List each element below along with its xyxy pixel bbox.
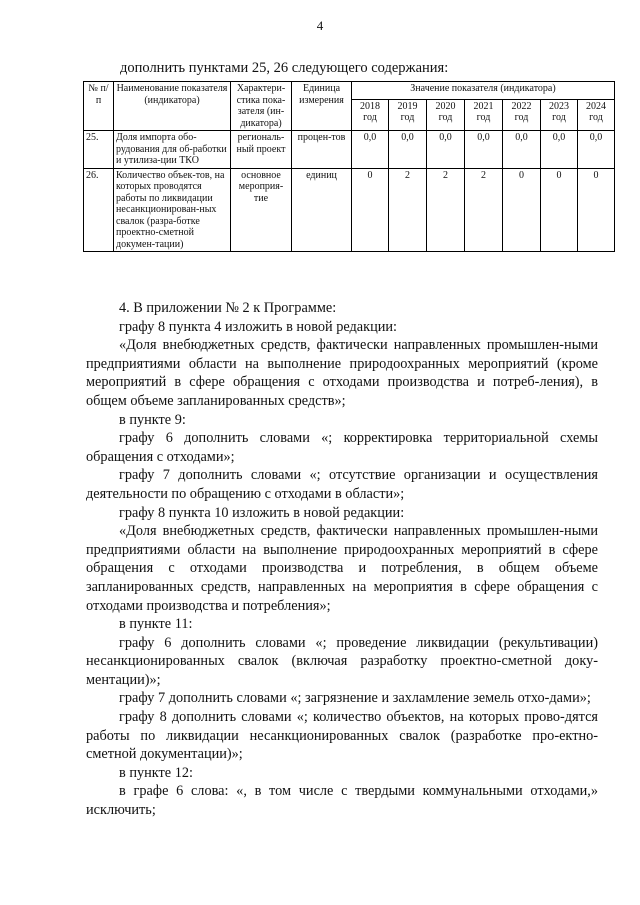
row-unit: единиц [292,168,352,252]
row-value: 0 [352,168,389,252]
header-values: Значение показателя (индикатора) [352,82,615,100]
paragraph: графу 6 дополнить словами «; проведение ликвидации (рекультивации) несанкционированных свалок (включая разработку проектно-сметной доку-ментации)»; [86,634,598,688]
paragraph: графу 6 дополнить словами «; корректировка территориальной схемы обращения с отходами»; [86,430,598,465]
row-value: 0,0 [503,131,541,169]
row-value: 0,0 [465,131,503,169]
header-year: 2022 год [503,99,541,130]
table-row [84,131,615,169]
header-year: 2020 год [427,99,465,130]
paragraph: в пункте 9: [119,411,186,428]
header-name: Наименование показателя (индикатора) [114,82,231,131]
row-characteristic: основное мероприя-тие [231,168,292,252]
header-unit: Единица измерения [292,82,352,131]
paragraph: «Доля внебюджетных средств, фактически направленных промышлен-ными предприятиями области на выполнение природоохранных мероприятий в сфере обращения с отходами производства и потребления, в общем объеме запланированных средств, направленных на мероприятия в сфере обращения с отходами производства и потребления»; [86,523,598,614]
paragraph: в пункте 12: [119,764,193,781]
body-text [86,299,598,820]
row-value: 0,0 [541,131,578,169]
row-num: 25. [84,131,114,169]
paragraph: графу 7 дополнить словами «; загрязнение и захламление земель отхо-дами»; [119,690,591,707]
paragraph: 4. В приложении № 2 к Программе: [119,300,337,316]
header-year: 2021 год [465,99,503,130]
row-value: 0,0 [578,131,615,169]
header-year: 2019 год [389,99,427,130]
row-value: 0,0 [389,131,427,169]
row-value: 0,0 [352,131,389,169]
row-characteristic: региональ-ный проект [231,131,292,169]
header-year: 2023 год [541,99,578,130]
paragraph: «Доля внебюджетных средств, фактически направленных промышлен-ными предприятиями области на выполнение природоохранных мероприятий (кроме мероприятий в сфере обращения с отходами производства и потреб-ления), в общем объеме запланированных средств»; [86,337,598,409]
paragraph: графу 8 пункта 4 изложить в новой редакции: [119,318,398,335]
paragraph: графу 8 пункта 10 изложить в новой редакции: [119,504,405,521]
row-value: 0 [541,168,578,252]
row-value: 2 [389,168,427,252]
paragraph: графу 8 дополнить словами «; количество объектов, на которых прово-дятся работы по ликвидации несанкционированных свалок (разработке про-ектно-сметной документации)»; [86,709,598,763]
paragraph: графу 7 дополнить словами «; отсутствие организации и осуществления деятельности по обращению с отходами в области»; [86,467,598,502]
table-row [84,168,615,252]
header-year: 2018 год [352,99,389,130]
intro-text: дополнить пунктами 25, 26 следующего содержания: [120,60,449,76]
header-year: 2024 год [578,99,615,130]
indicators-table [83,81,615,252]
row-value: 0 [578,168,615,252]
row-name: Доля импорта обо-рудования для об-работки и утилиза-ции ТКО [114,131,231,169]
row-value: 0 [503,168,541,252]
row-name: Количество объек-тов, на которых проводятся работы по ликвидации несанкционирован-ных свалок (разра-ботке проектно-сметной докумен-тации) [114,168,231,252]
row-value: 2 [427,168,465,252]
row-unit: процен-тов [292,131,352,169]
row-value: 2 [465,168,503,252]
header-num: № п/п [84,82,114,131]
header-characteristic: Характери-стика пока-зателя (ин-дикатора) [231,82,292,131]
row-value: 0,0 [427,131,465,169]
row-num: 26. [84,168,114,252]
paragraph: в пункте 11: [119,616,193,633]
page-number: 4 [316,18,324,33]
paragraph: в графе 6 слова: «, в том числе с твердыми коммунальными отходами,» исключить; [86,783,598,819]
